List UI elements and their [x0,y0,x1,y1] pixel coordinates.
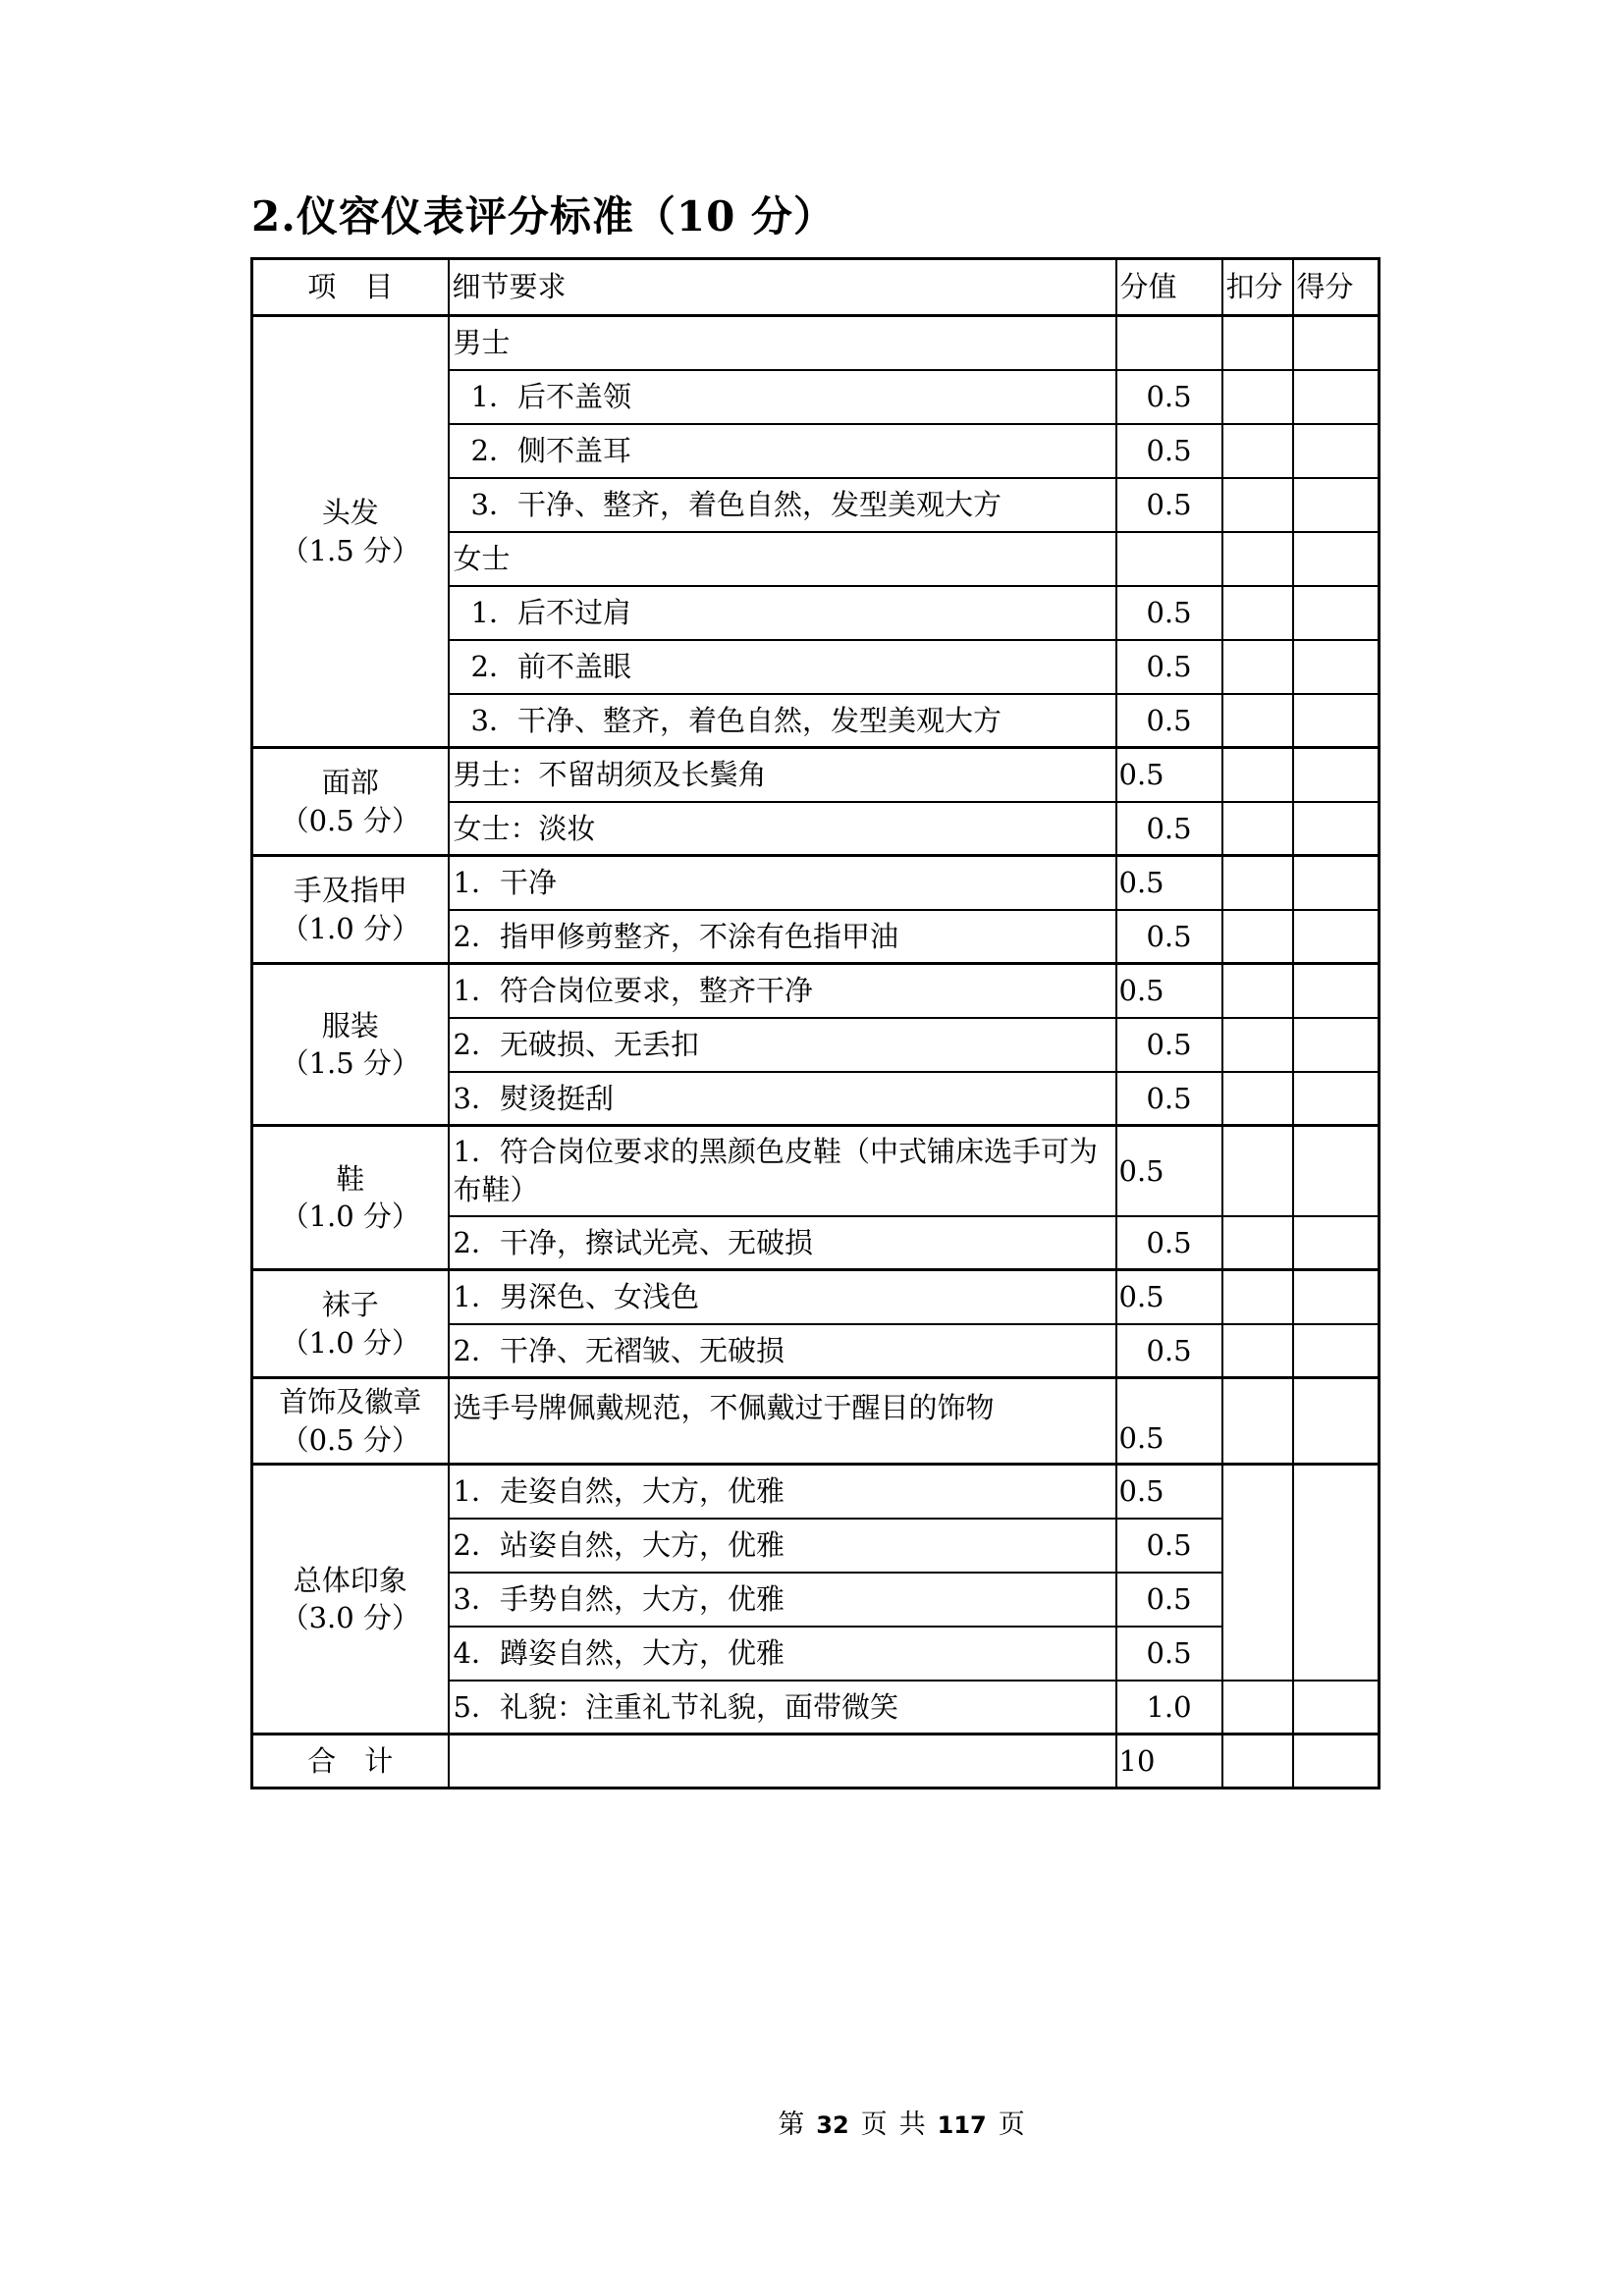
item-score-label: （3.0 分） [280,1601,420,1634]
table-row [252,856,1380,910]
earned-cell [1293,370,1380,424]
item-name: 头发 [321,496,379,530]
header-detail: 细节要求 [449,259,1116,316]
score-value-cell [1116,316,1222,370]
deduction-cell [1222,748,1293,802]
item-cell [252,964,449,1126]
header-score: 分值 [1116,259,1222,316]
table-row [252,1378,1380,1465]
footer-suffix: 页 [998,2109,1025,2140]
earned-cell [1293,1126,1380,1216]
requirement-cell: 3．熨烫挺刮 [449,1072,1116,1126]
requirement-cell: 2．前不盖眼 [449,640,1116,694]
deduction-cell [1222,856,1293,910]
earned-cell [1293,1270,1380,1324]
table-row [252,1465,1380,1519]
score-value-cell: 0.5 [1116,424,1222,478]
score-value-cell: 0.5 [1116,1018,1222,1072]
score-value-cell: 0.5 [1116,640,1222,694]
earned-cell [1293,856,1380,910]
score-value-cell: 0.5 [1116,1519,1222,1573]
earned-cell [1293,964,1380,1018]
footer-page-number: 32 [816,2111,849,2139]
earned-cell [1293,1018,1380,1072]
item-score-label: （1.0 分） [280,1325,420,1360]
item-cell [252,1465,449,1735]
score-value-cell: 0.5 [1116,910,1222,964]
item-cell [252,1126,449,1270]
requirement-cell: 3．干净、整齐，着色自然，发型美观大方 [449,478,1116,532]
item-cell [252,748,449,856]
item-name: 总体印象 [293,1563,407,1597]
score-value-cell: 0.5 [1116,802,1222,856]
deduction-cell [1222,478,1293,532]
score-value-cell: 0.5 [1116,748,1222,802]
earned-cell [1293,478,1380,532]
footer-prefix: 第 [778,2109,805,2140]
score-value-cell [1116,532,1222,586]
item-score-label: （1.0 分） [280,911,420,945]
deduction-cell [1222,964,1293,1018]
requirement-cell: 1．符合岗位要求，整齐干净 [449,964,1116,1018]
earned-cell [1293,748,1380,802]
item-name: 鞋 [336,1161,365,1196]
total-detail-cell [449,1735,1116,1789]
earned-cell [1293,532,1380,586]
footer-pages-label: 页 [860,2109,888,2140]
item-score-label: （1.5 分） [280,1046,420,1080]
item-score-label: （1.5 分） [280,533,420,567]
score-value-cell: 0.5 [1116,694,1222,748]
requirement-cell: 1．干净 [449,856,1116,910]
score-value-cell: 0.5 [1116,1324,1222,1378]
header-deduction: 扣分 [1222,259,1293,316]
score-value-cell: 0.5 [1116,370,1222,424]
table-row [252,1270,1380,1324]
requirement-cell: 1．走姿自然，大方，优雅 [449,1465,1116,1519]
score-value-cell: 0.5 [1116,1627,1222,1681]
score-value-cell: 0.5 [1116,478,1222,532]
deduction-cell [1222,1018,1293,1072]
requirement-cell: 1．符合岗位要求的黑颜色皮鞋（中式铺床选手可为布鞋） [449,1126,1116,1216]
score-table-body [252,316,1380,1789]
total-label-cell: 合 计 [252,1735,449,1789]
deduction-cell [1222,370,1293,424]
deduction-cell [1222,1681,1293,1735]
requirement-cell: 1．男深色、女浅色 [449,1270,1116,1324]
score-table [250,257,1380,1789]
deduction-cell [1222,1324,1293,1378]
requirement-cell: 5．礼貌：注重礼节礼貌，面带微笑 [449,1681,1116,1735]
requirement-cell: 2．干净，擦试光亮、无破损 [449,1216,1116,1270]
item-score-label: （0.5 分） [280,803,420,837]
requirement-cell: 3．手势自然，大方，优雅 [449,1573,1116,1627]
score-value-cell: 0.5 [1116,1126,1222,1216]
requirement-cell: 1．后不盖领 [449,370,1116,424]
item-name: 首饰及徽章 [279,1385,422,1419]
item-score-label: （0.5 分） [280,1422,420,1457]
page-footer [772,2103,1031,2141]
requirement-cell: 男士 [449,316,1116,370]
header-item: 项 目 [252,259,449,316]
deduction-cell [1222,1465,1293,1681]
requirement-cell: 男士：不留胡须及长鬓角 [449,748,1116,802]
item-name: 袜子 [321,1288,379,1322]
score-value-cell: 0.5 [1116,856,1222,910]
item-name: 手及指甲 [293,874,407,908]
score-value-cell: 0.5 [1116,1072,1222,1126]
deduction-cell [1222,1378,1293,1465]
score-value-cell: 0.5 [1116,586,1222,640]
footer-of-label: 共 [898,2109,926,2140]
requirement-cell: 女士：淡妆 [449,802,1116,856]
earned-cell [1293,316,1380,370]
page-title: 2.仪容仪表评分标准（10 分） [251,192,836,240]
requirement-cell: 选手号牌佩戴规范，不佩戴过于醒目的饰物 [449,1378,1116,1465]
earned-cell [1293,1465,1380,1681]
deduction-cell [1222,424,1293,478]
requirement-cell: 3．干净、整齐，着色自然，发型美观大方 [449,694,1116,748]
item-name: 面部 [321,766,379,800]
total-score-cell: 10 [1116,1735,1222,1789]
header-earned: 得分 [1293,259,1380,316]
deduction-cell [1222,802,1293,856]
score-value-cell: 1.0 [1116,1681,1222,1735]
earned-cell [1293,1378,1380,1465]
earned-cell [1293,1681,1380,1735]
score-value-cell: 0.5 [1116,1216,1222,1270]
deduction-cell [1222,910,1293,964]
item-cell [252,316,449,748]
deduction-cell [1222,640,1293,694]
table-row [252,964,1380,1018]
requirement-cell: 2．指甲修剪整齐，不涂有色指甲油 [449,910,1116,964]
deduction-cell [1222,1270,1293,1324]
earned-cell [1293,1072,1380,1126]
earned-cell [1293,424,1380,478]
score-value-cell: 0.5 [1116,964,1222,1018]
requirement-cell: 1．后不过肩 [449,586,1116,640]
requirement-cell: 2．站姿自然，大方，优雅 [449,1519,1116,1573]
requirement-cell: 4．蹲姿自然，大方，优雅 [449,1627,1116,1681]
footer-total-number: 117 [937,2111,987,2139]
score-value-cell: 0.5 [1116,1465,1222,1519]
earned-cell [1293,802,1380,856]
table-row [252,1126,1380,1216]
table-row [252,316,1380,370]
total-row [252,1735,1380,1789]
earned-cell [1293,586,1380,640]
deduction-cell [1222,1072,1293,1126]
header-row [252,259,1380,316]
item-cell [252,856,449,964]
requirement-cell: 女士 [449,532,1116,586]
item-cell [252,1378,449,1465]
earned-cell [1293,640,1380,694]
earned-cell [1293,1216,1380,1270]
earned-cell [1293,694,1380,748]
deduction-cell [1222,586,1293,640]
earned-cell [1293,1324,1380,1378]
table-row [252,748,1380,802]
item-score-label: （1.0 分） [280,1200,420,1233]
requirement-cell: 2．无破损、无丢扣 [449,1018,1116,1072]
deduction-cell [1222,1126,1293,1216]
total-earned-cell [1293,1735,1380,1789]
deduction-cell [1222,532,1293,586]
requirement-cell: 2．侧不盖耳 [449,424,1116,478]
item-cell [252,1270,449,1378]
deduction-cell [1222,316,1293,370]
deduction-cell [1222,694,1293,748]
score-value-cell: 0.5 [1116,1378,1222,1465]
item-name: 服装 [321,1008,379,1042]
table-header [252,259,1380,316]
deduction-cell [1222,1216,1293,1270]
requirement-cell: 2．干净、无褶皱、无破损 [449,1324,1116,1378]
total-deduction-cell [1222,1735,1293,1789]
score-value-cell: 0.5 [1116,1573,1222,1627]
earned-cell [1293,910,1380,964]
score-value-cell: 0.5 [1116,1270,1222,1324]
